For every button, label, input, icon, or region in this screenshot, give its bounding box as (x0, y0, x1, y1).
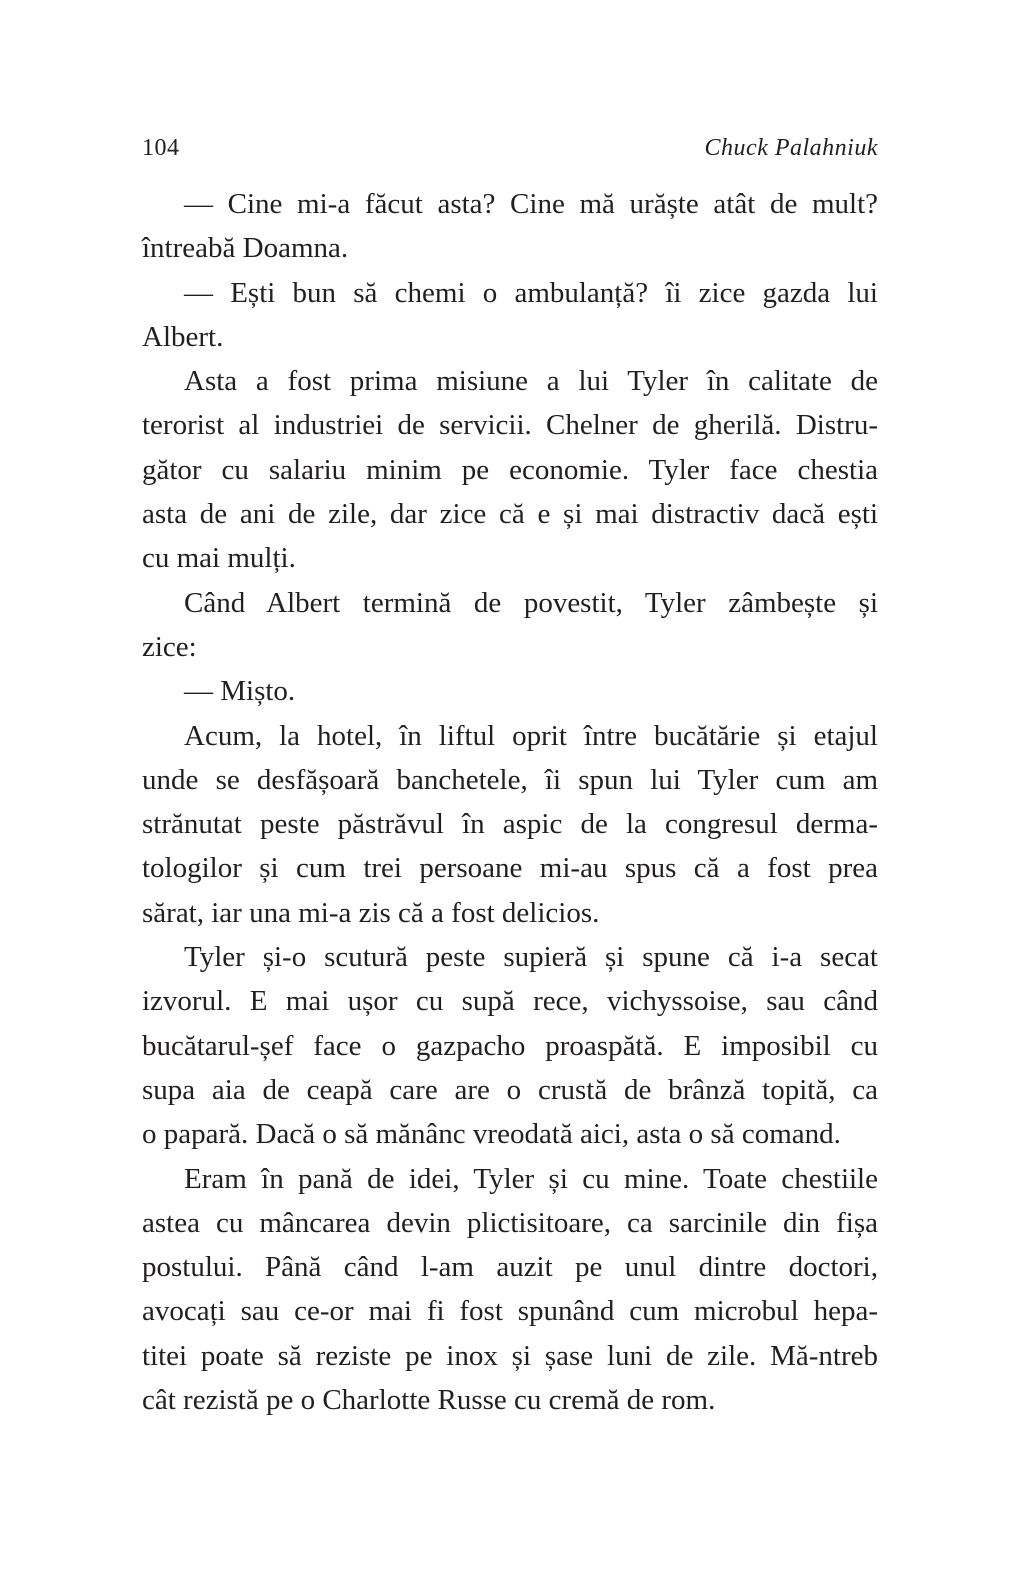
text-line: sărat, iar una mi-a zis că a fost delicios. (142, 896, 600, 929)
text-line: izvorul. E mai ușor cu supă rece, vichyssoise, sau când (142, 985, 878, 1018)
text-line: — Cine mi-a făcut asta? Cine mă urăște atât de mult? (184, 188, 878, 220)
paragraph (142, 1157, 878, 1423)
text-line: astea cu mâncarea devin plictisitoare, ca sarcinile din fișa (142, 1206, 878, 1239)
paragraph (142, 669, 878, 713)
text-line: — Ești bun să chemi o ambulanță? îi zice gazda lui (184, 276, 878, 309)
text-line: o papară. Dacă o să mănânc vreodată aici, asta o să comand. (142, 1118, 841, 1151)
text-line: Eram în pană de idei, Tyler și cu mine. Toate chestiile (184, 1162, 878, 1195)
text-line: — Mișto. (184, 675, 296, 708)
paragraph (142, 581, 878, 670)
text-line: avocați sau ce-or mai fi fost spunând cum microbul hepa- (142, 1295, 878, 1328)
paragraph (142, 714, 878, 935)
text-line: asta de ani de zile, dar zice că e și mai distractiv dacă ești (142, 498, 878, 531)
text-line: terorist al industriei de servicii. Chelner de gherilă. Distru- (142, 409, 878, 442)
page-number: 104 (142, 135, 180, 161)
text-line: întreabă Doamna. (142, 232, 349, 265)
running-header-author: Chuck Palahniuk (704, 135, 878, 161)
text-line: Asta a fost prima misiune a lui Tyler în calitate de (184, 365, 878, 398)
body-text (142, 182, 878, 1422)
paragraph (142, 271, 878, 360)
text-line: supa aia de ceapă care are o crustă de brânză topită, ca (142, 1073, 878, 1106)
paragraph (142, 359, 878, 580)
text-line: titei poate să reziste pe inox și șase luni de zile. Mă-ntreb (142, 1339, 878, 1372)
text-line: Albert. (142, 320, 224, 353)
paragraph (142, 935, 878, 1156)
text-line: bucătarul-șef face o gazpacho proaspătă. E imposibil cu (142, 1029, 878, 1062)
text-line: cu mai mulți. (142, 542, 296, 575)
book-page (142, 130, 878, 1422)
paragraph (142, 182, 878, 271)
text-line: Tyler și-o scutură peste supieră și spune că i-a secat (184, 941, 878, 974)
running-header (142, 130, 878, 166)
text-line: postului. Până când l-am auzit pe unul dintre doctori, (142, 1251, 878, 1284)
text-line: tologilor și cum trei persoane mi-au spus că a fost prea (142, 852, 878, 885)
text-line: Când Albert termină de povestit, Tyler zâmbește și (184, 586, 878, 619)
text-line: gător cu salariu minim pe economie. Tyler face chestia (142, 453, 878, 486)
text-line: zice: (142, 630, 197, 663)
text-line: Acum, la hotel, în liftul oprit între bucătărie și etajul (184, 719, 878, 752)
text-line: cât rezistă pe o Charlotte Russe cu cremă de rom. (142, 1384, 716, 1417)
text-line: unde se desfășoară banchetele, îi spun lui Tyler cum am (142, 763, 878, 796)
text-line: strănutat peste păstrăvul în aspic de la congresul derma- (142, 808, 878, 841)
